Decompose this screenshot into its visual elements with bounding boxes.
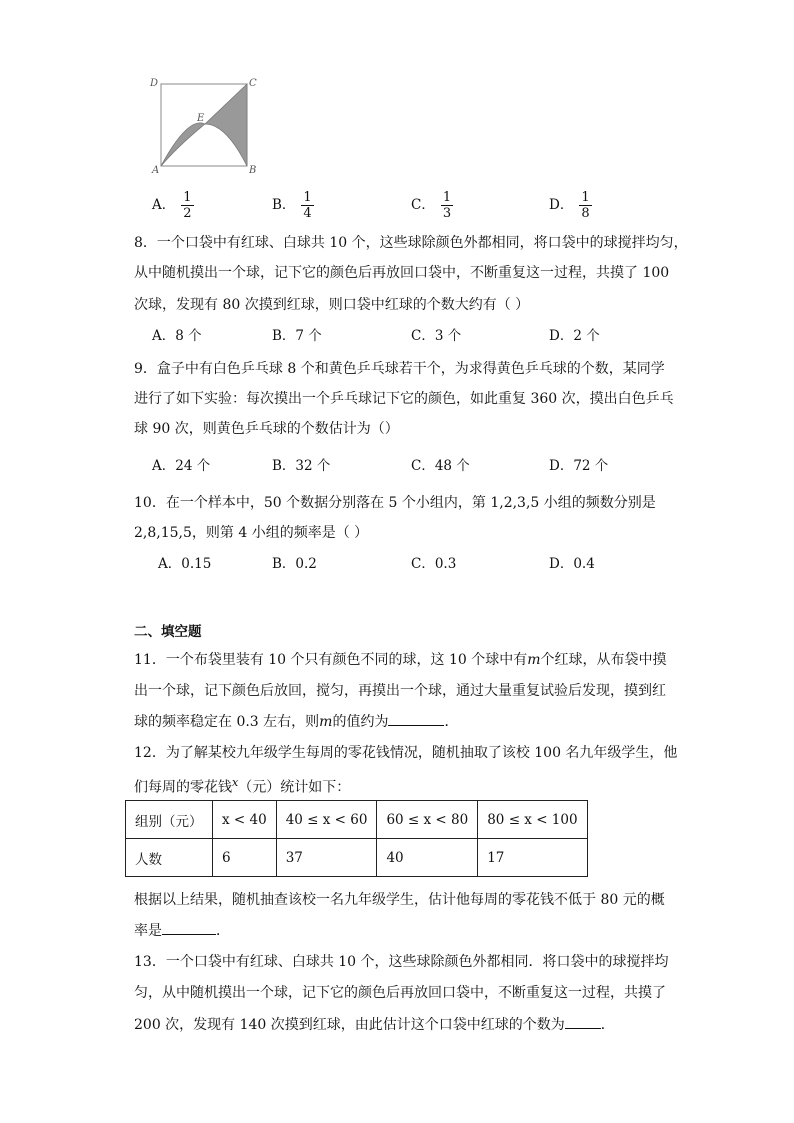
q9-line-1: 9．盒子中有白色乒乓球 8 个和黄色乒乓球若干个，为求得黄色乒乓球的个数，某同学: [134, 361, 665, 377]
q12-after-2: 率是 ．: [134, 920, 230, 941]
shaded-region: [161, 84, 247, 166]
table-cell: 40 ≤ x < 60: [276, 801, 377, 839]
q12-line-1: 12．为了解某校九年级学生每周的零花钱情况，随机抽取了该校 100 名九年级学生，他: [134, 745, 678, 761]
label-C: C: [249, 78, 257, 89]
table-cell: 17: [478, 839, 587, 877]
q8-option-a[interactable]: A．8 个: [152, 328, 202, 344]
answer-blank[interactable]: [162, 920, 216, 935]
var-m: m: [319, 714, 333, 730]
table-cell: x < 40: [213, 801, 277, 839]
q13-line-2: 匀，从中随机摸出一个球，记下它的颜色后再放回口袋中，不断重复这一过程，共摸了: [134, 985, 666, 1001]
q7-option-c[interactable]: C． $\frac{1}{3}$: [411, 190, 452, 221]
q8-option-c[interactable]: C．3 个: [411, 328, 462, 344]
q11-line-2: 出一个球，记下颜色后放回，搅匀，再摸出一个球，通过大量重复试验后发现，摸到红: [134, 683, 666, 699]
q9-option-c[interactable]: C．48 个: [411, 458, 470, 474]
var-m: m: [527, 652, 541, 668]
q9-line-3: 球 90 次，则黄色乒乓球的个数估计为（）: [134, 421, 399, 437]
table-cell: 37: [276, 839, 377, 877]
fraction: $\frac{1}{4}$: [303, 190, 312, 221]
q13-line-1: 13．一个口袋中有红球、白球共 10 个，这些球除颜色外都相同．将口袋中的球搅拌均: [134, 954, 669, 970]
q8-line-2: 从中随机摸出一个球，记下它的颜色后再放回口袋中，不断重复这一过程，共摸了 100: [134, 265, 670, 281]
table-row: [126, 839, 588, 877]
fraction: $\frac{1}{2}$: [183, 190, 192, 221]
q7-option-d[interactable]: D． $\frac{1}{8}$: [549, 190, 590, 221]
table-cell: 组别（元）: [126, 801, 213, 839]
table-cell: 6: [213, 839, 277, 877]
table-cell: 60 ≤ x < 80: [377, 801, 478, 839]
q13-line-3: 200 次，发现有 140 次摸到红球，由此估计这个口袋中红球的个数为 ．: [134, 1014, 615, 1035]
q11-line-3: 球的频率稳定在 0.3 左右，则m的值约为 ．: [134, 711, 458, 732]
q10-option-a[interactable]: A．0.15: [158, 556, 212, 572]
fraction: $\frac{1}{8}$: [581, 190, 590, 221]
answer-blank[interactable]: [388, 711, 444, 726]
q12-line-2: 们每周的零花钱$^x$（元）统计如下：: [134, 776, 351, 796]
table-cell: 80 ≤ x < 100: [478, 801, 587, 839]
label-A: A: [152, 165, 160, 174]
var-x: x: [232, 776, 239, 789]
allowance-table: [125, 800, 588, 877]
q8-option-b[interactable]: B．7 个: [272, 328, 322, 344]
answer-blank[interactable]: [565, 1014, 601, 1029]
table-row: [126, 801, 588, 839]
q12-after-1: 根据以上结果，随机抽查该校一名九年级学生，估计他每周的零花钱不低于 80 元的概: [134, 892, 665, 908]
q9-line-2: 进行了如下实验：每次摸出一个乒乓球记下它的颜色，如此重复 360 次，摸出白色乒乓: [134, 391, 674, 407]
q10-option-d[interactable]: D．0.4: [549, 556, 595, 572]
label-D: D: [150, 78, 159, 89]
q9-option-a[interactable]: A．24 个: [152, 458, 211, 474]
table-cell: 人数: [126, 839, 213, 877]
q9-option-b[interactable]: B．32 个: [272, 458, 331, 474]
section-title: 二、填空题: [134, 624, 202, 640]
q10-option-c[interactable]: C．0.3: [411, 556, 457, 572]
label-E: E: [197, 113, 205, 124]
q8-line-1: 8．一个口袋中有红球、白球共 10 个，这些球除颜色外都相同，将口袋中的球搅拌均匀，: [134, 235, 688, 251]
q10-line-1: 10．在一个样本中，50 个数据分别落在 5 个小组内，第 1,2,3,5 小组的频数分别是: [134, 495, 656, 511]
geometry-figure: [148, 76, 260, 174]
q10-option-b[interactable]: B．0.2: [272, 556, 317, 572]
q8-option-d[interactable]: D．2 个: [549, 328, 600, 344]
fraction: $\frac{1}{3}$: [442, 190, 452, 221]
q11-line-1: 11．一个布袋里装有 10 个只有颜色不同的球，这 10 个球中有m个红球，从布袋中摸: [134, 652, 667, 668]
table-cell: 40: [377, 839, 478, 877]
q7-option-b[interactable]: B． $\frac{1}{4}$: [272, 190, 312, 221]
label-B: B: [249, 165, 257, 174]
q9-option-d[interactable]: D．72 个: [549, 458, 609, 474]
q8-line-3: 次球，发现有 80 次摸到红球，则口袋中红球的个数大约有（ ）: [134, 297, 530, 313]
q7-option-a[interactable]: A． $\frac{1}{2}$: [152, 190, 192, 221]
q10-line-2: 2,8,15,5，则第 4 小组的频率是（ ）: [134, 525, 369, 541]
